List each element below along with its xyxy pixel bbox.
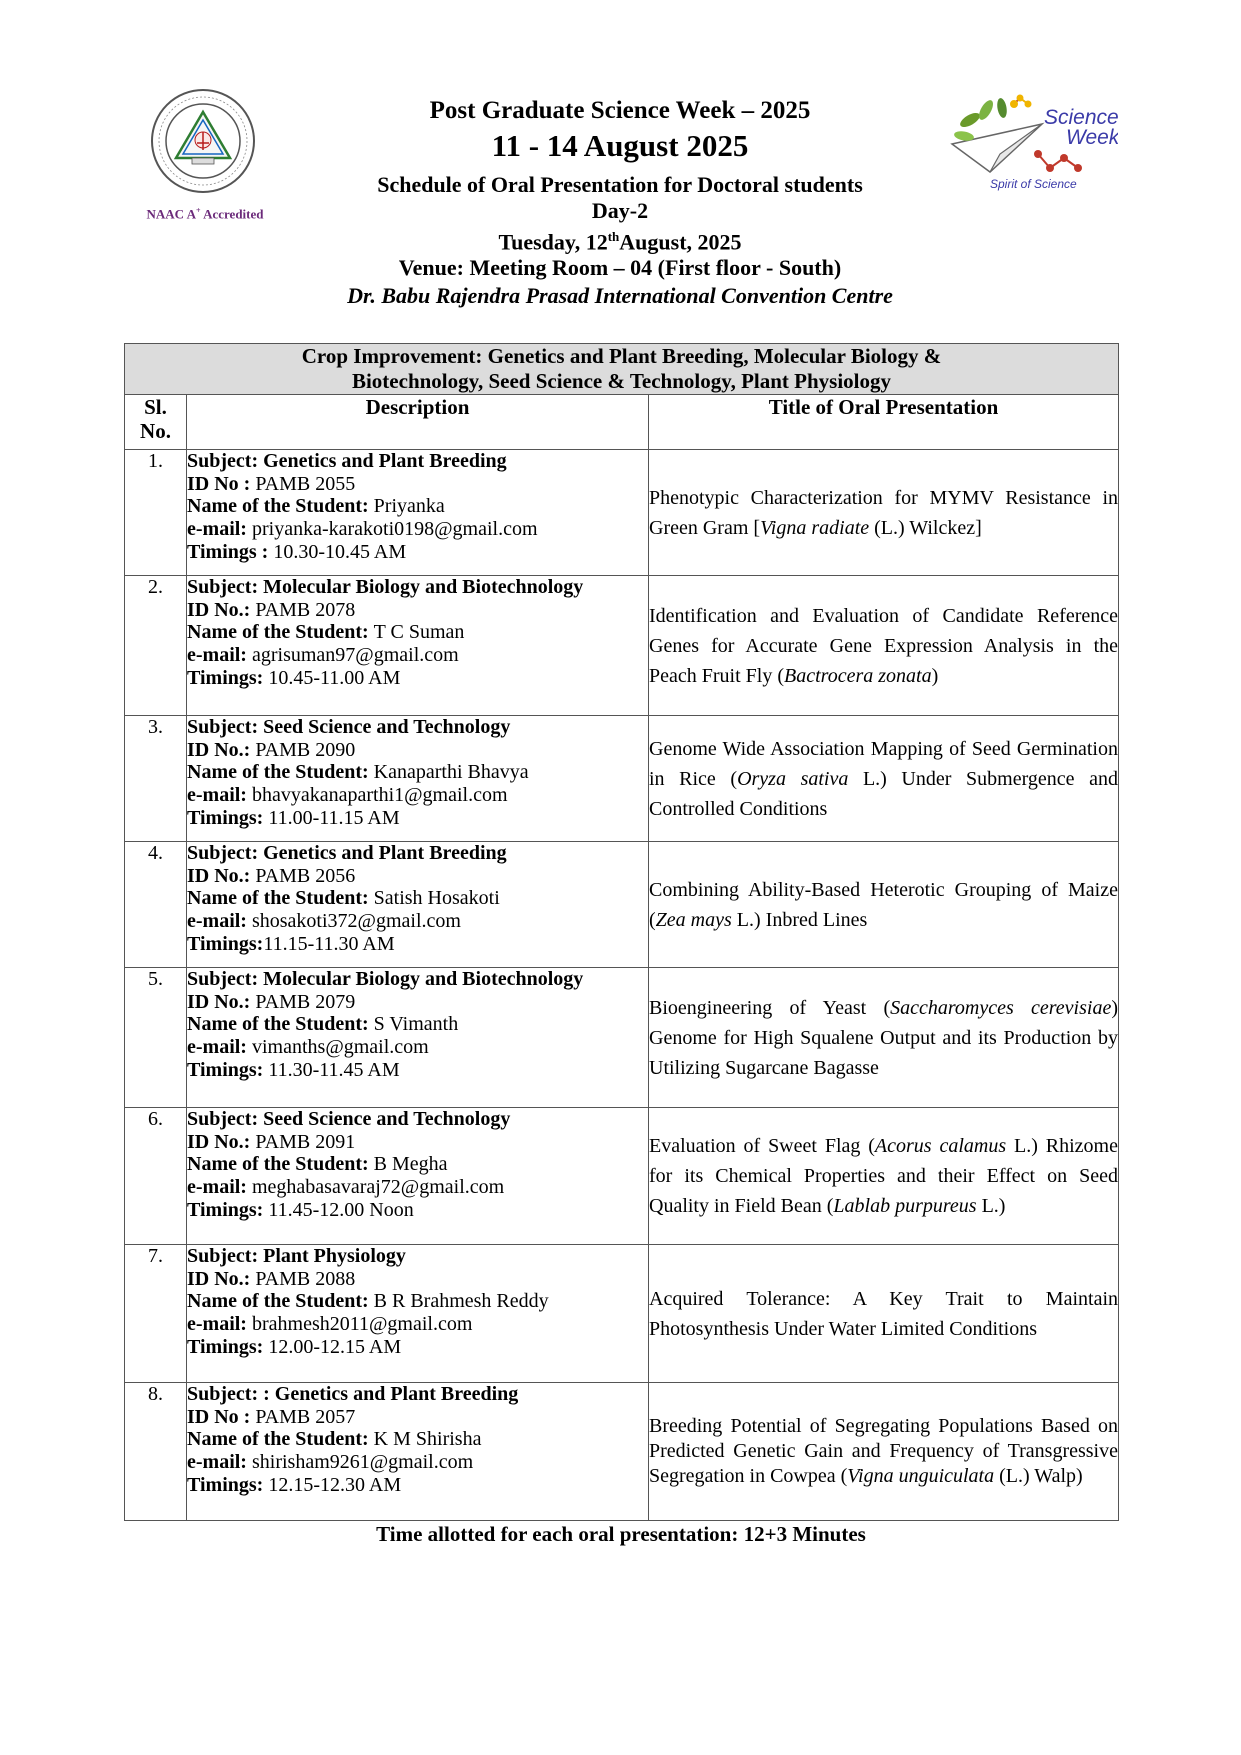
row-title: Identification and Evaluation of Candidate Reference Genes for Accurate Gene Expression Analysis in the Peach Fruit Fly (Bactrocera zonata) (649, 576, 1119, 716)
table-row (125, 968, 1119, 1108)
venue-label: Venue: Meeting Room – 04 (First floor - South) (398, 255, 842, 281)
table-header-row (125, 395, 1119, 450)
table-row (125, 1245, 1119, 1383)
col-header-sl: Sl. No. (125, 395, 187, 450)
row-description: Subject: Seed Science and Technology ID No.: PAMB 2091 Name of the Student: B Megha e-mail: meghabasavaraj72@gmail.com Timings: 11.45-12.00 Noon (187, 1108, 649, 1245)
naac-accreditation-label: NAAC A+ Accredited (146, 206, 264, 222)
venue-centre: Dr. Babu Rajendra Prasad International Convention Centre (347, 283, 893, 309)
row-title: Genome Wide Association Mapping of Seed Germination in Rice (Oryza sativa L.) Under Submergence and Controlled Conditions (649, 716, 1119, 842)
event-title: Post Graduate Science Week – 2025 (429, 97, 811, 124)
row-sl: 4. (125, 842, 187, 968)
schedule-table (124, 343, 1119, 1521)
row-sl: 7. (125, 1245, 187, 1383)
row-title: Combining Ability-Based Heterotic Grouping of Maize (Zea mays L.) Inbred Lines (649, 842, 1119, 968)
row-description: Subject: Seed Science and Technology ID No.: PAMB 2090 Name of the Student: Kanaparthi Bhavya e-mail: bhavyakanaparthi1@gmail.com Timings: 11.00-11.15 AM (187, 716, 649, 842)
schedule-title: Schedule of Oral Presentation for Doctoral students (377, 172, 863, 197)
row-description: Subject: : Genetics and Plant Breeding ID No : PAMB 2057 Name of the Student: K M Shirisha e-mail: shirisham9261@gmail.com Timings: 12.15-12.30 AM (187, 1383, 649, 1521)
table-banner-row (125, 344, 1119, 395)
row-title: Breeding Potential of Segregating Populations Based on Predicted Genetic Gain and Frequency of Transgressive Segregation in Cowpea (Vigna unguiculata (L.) Walp) (649, 1383, 1119, 1521)
science-week-logo-text-2: Week (1066, 126, 1118, 149)
col-header-title: Title of Oral Presentation (649, 395, 1119, 450)
table-row (125, 576, 1119, 716)
university-seal-logo (150, 88, 256, 194)
science-week-logo-text-1: Science (1044, 106, 1118, 129)
row-sl: 5. (125, 968, 187, 1108)
row-sl: 3. (125, 716, 187, 842)
table-row (125, 716, 1119, 842)
row-title: Acquired Tolerance: A Key Trait to Maintain Photosynthesis Under Water Limited Conditions (649, 1245, 1119, 1383)
row-description: Subject: Molecular Biology and Biotechnology ID No.: PAMB 2078 Name of the Student: T C Suman e-mail: agrisuman97@gmail.com Timings: 10.45-11.00 AM (187, 576, 649, 716)
date-label: Tuesday, 12thAugust, 2025 (498, 229, 742, 255)
row-description: Subject: Genetics and Plant Breeding ID No.: PAMB 2056 Name of the Student: Satish Hosakoti e-mail: shosakoti372@gmail.com Timings:11.15-11.30 AM (187, 842, 649, 968)
table-row (125, 842, 1119, 968)
table-row (125, 1383, 1119, 1521)
row-description: Subject: Plant Physiology ID No.: PAMB 2088 Name of the Student: B R Brahmesh Reddy e-mail: brahmesh2011@gmail.com Timings: 12.00-12.15 AM (187, 1245, 649, 1383)
row-sl: 1. (125, 450, 187, 576)
col-header-description: Description (187, 395, 649, 450)
row-title: Evaluation of Sweet Flag (Acorus calamus L.) Rhizome for its Chemical Properties and their Effect on Seed Quality in Field Bean (Lablab purpureus L.) (649, 1108, 1119, 1245)
row-title: Phenotypic Characterization for MYMV Resistance in Green Gram [Vigna radiate (L.) Wilckez] (649, 450, 1119, 576)
time-allotted-note: Time allotted for each oral presentation: 12+3 Minutes (376, 1522, 866, 1546)
row-sl: 8. (125, 1383, 187, 1521)
row-title: Bioengineering of Yeast (Saccharomyces cerevisiae) Genome for High Squalene Output and its Production by Utilizing Sugarcane Bagasse (649, 968, 1119, 1108)
page-header (255, 96, 985, 311)
table-row (125, 450, 1119, 576)
row-sl: 6. (125, 1108, 187, 1245)
day-label: Day-2 (591, 198, 649, 223)
row-description: Subject: Genetics and Plant Breeding ID No : PAMB 2055 Name of the Student: Priyanka e-mail: priyanka-karakoti0198@gmail.com Timings : 10.30-10.45 AM (187, 450, 649, 576)
science-week-tagline: Spirit of Science (990, 177, 1077, 191)
row-description: Subject: Molecular Biology and Biotechnology ID No.: PAMB 2079 Name of the Student: S Vimanth e-mail: vimanths@gmail.com Timings: 11.30-11.45 AM (187, 968, 649, 1108)
table-row (125, 1108, 1119, 1245)
table-banner: Crop Improvement: Genetics and Plant Breeding, Molecular Biology & Biotechnology, Seed Science & Technology, Plant Physiology (125, 344, 1119, 395)
event-dates: 11 - 14 August 2025 (491, 128, 749, 163)
row-sl: 2. (125, 576, 187, 716)
